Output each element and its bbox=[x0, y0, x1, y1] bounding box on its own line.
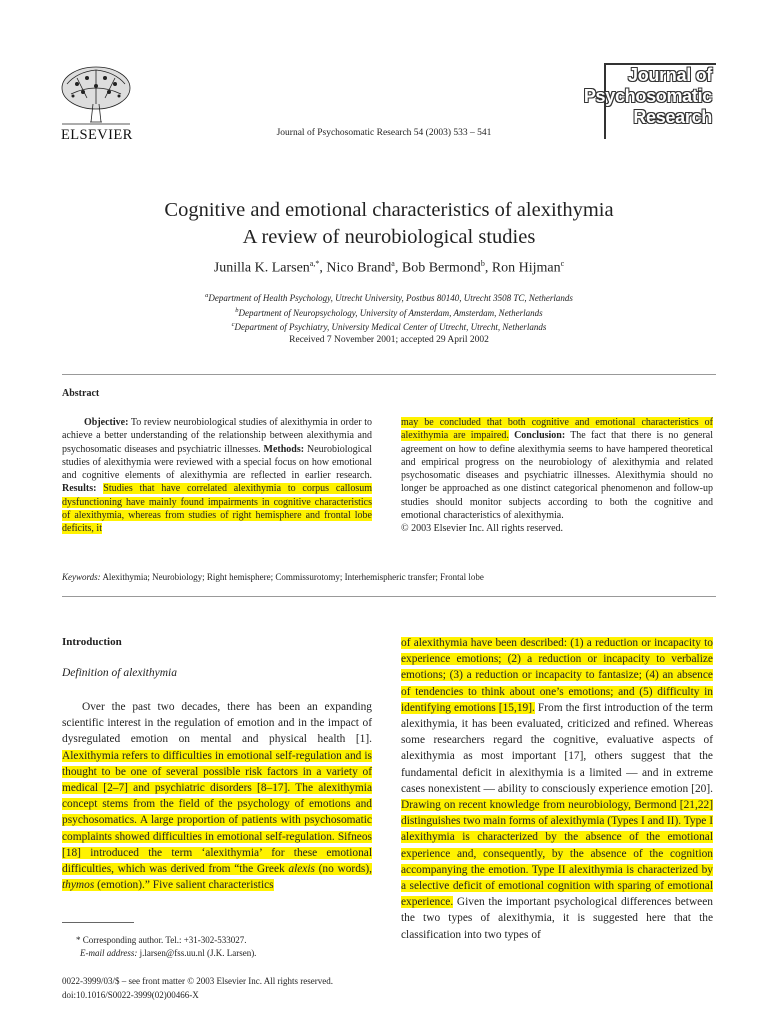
journal-logo-line: Psychosomatic bbox=[583, 86, 712, 106]
keywords-list: Alexithymia; Neurobiology; Right hemisphere; Commissurotomy; Interhemispheric transfer; Frontal lobe bbox=[102, 572, 484, 582]
publisher-name: ELSEVIER bbox=[61, 127, 133, 143]
author-name: Ron Hijman bbox=[491, 260, 561, 276]
highlighted-text: Alexithymia refers to difficulties in emotional self-regulation and is thought to be one of several possible risk factors in a variety of medical [2–7] and psychiatric disorders [8–17]. The alexithymia concept stems from the field of the psychology of emotions and psychosomatics. A large proportion of patients with psychosomatic complaints showed difficulties in emotional self-regulation. Sifneos [18] introduced the term ‘alexithymia’ for these emotional difficulties, which was derived from “the Greek bbox=[62, 749, 372, 876]
journal-citation: Journal of Psychosomatic Research 54 (2003) 533 – 541 bbox=[276, 128, 492, 138]
body-text: Over the past two decades, there has been an expanding scientific interest in the regulation of emotion and in the impact of dysregulated emotion on mental and physical health [1]. bbox=[62, 701, 372, 746]
affiliation-text: Department of Neuropsychology, University of Amsterdam, Amsterdam, Netherlands bbox=[238, 307, 543, 318]
body-text: Given the important psychological differences between the two types of alexithymia, it is suggested here that the classification into two types of bbox=[401, 896, 713, 941]
section-heading: Introduction bbox=[62, 636, 122, 648]
highlighted-text: alexis bbox=[288, 863, 315, 876]
author-affiliation-mark: a,* bbox=[309, 259, 320, 268]
received-dates: Received 7 November 2001; accepted 29 April 2002 bbox=[289, 335, 489, 345]
affiliation-list bbox=[0, 290, 768, 334]
methods-text: Neurobiological studies of alexithymia were reviewed with a special focus on how emotional and cognitive elements of alexithymia are reflected in earlier research. bbox=[62, 443, 372, 482]
author-name: Nico Brand bbox=[326, 260, 392, 276]
email-line bbox=[62, 947, 256, 960]
abstract-copyright: © 2003 Elsevier Inc. All rights reserved. bbox=[401, 523, 564, 535]
highlighted-text: Drawing on recent knowledge from neurobiology, Bermond [21,22] distinguishes two main forms of alexithymia (Types I and II). Type I alexithymia is characterized by the absence of the emotional experience and, consequently, by the absence of the cognition accompanying the emotion. Type II alexithymia is characterized by a selective deficit of emotional cognition with sparing of emotional experience. bbox=[401, 799, 714, 909]
author-affiliation-mark: c bbox=[560, 259, 565, 268]
footnote bbox=[62, 934, 256, 960]
affiliation bbox=[0, 290, 768, 305]
body-text: From the first introduction of the term alexithymia, it has been evaluated, criticized and refined. Whereas some researchers regard the cognitive, evaluative aspects of alexithymia as most important [17], others suggest that the fundamental deficit in alexithymia is a limited — and in extreme cases nonexistent — ability to consciously experience emotion [20]. bbox=[401, 701, 713, 795]
issn-line: 0022-3999/03/$ – see front matter © 2003 Elsevier Inc. All rights reserved. bbox=[62, 976, 334, 986]
email-label: E-mail address: bbox=[80, 948, 138, 958]
affiliation bbox=[0, 319, 768, 334]
highlighted-results-text: may be concluded that both cognitive and emotional characteristics of alexithymia are impaired. bbox=[401, 417, 713, 442]
title-line: A review of neurobiological studies bbox=[242, 226, 536, 248]
doi-line: doi:10.1016/S0022-3999(02)00466-X bbox=[62, 990, 199, 1000]
journal-logo-line: Journal of bbox=[627, 65, 712, 85]
footnote-rule bbox=[62, 922, 134, 923]
abstract-column-left bbox=[62, 416, 372, 536]
objective-text: To review neurobiological studies of alexithymia in order to achieve a better understanding of the relationship between alexithymia and psychosomatic diseases and psychiatric illnesses. bbox=[62, 417, 372, 455]
conclusion-label: Conclusion: bbox=[514, 430, 566, 442]
author-affiliation-mark: a bbox=[391, 259, 395, 268]
elsevier-tree-logo bbox=[57, 64, 135, 130]
title-line: Cognitive and emotional characteristics of alexithymia bbox=[164, 199, 614, 221]
highlighted-text: (no words), bbox=[314, 863, 372, 876]
body-column-right bbox=[401, 635, 713, 943]
corresponding-author: * Corresponding author. Tel.: +31-302-533027. bbox=[76, 935, 247, 945]
objective-label: Objective: bbox=[84, 417, 129, 428]
section-divider bbox=[62, 374, 716, 375]
methods-label: Methods: bbox=[263, 443, 305, 455]
highlighted-text: of alexithymia have been described: (1) a reduction or incapacity to experience emotions; (2) a reduction or incapacity to verbalize emotions; (3) a reduction or incapacity to fantasize; (4) an absence of tendencies to think about one’s emotions; and (5) difficulty in identifying emotions [15,19]. bbox=[401, 637, 713, 714]
journal-logo-line: Research bbox=[633, 107, 712, 127]
keywords-label: Keywords: bbox=[62, 572, 101, 582]
section-divider bbox=[62, 596, 716, 597]
affiliation-mark: a bbox=[205, 292, 209, 299]
author-affiliation-mark: b bbox=[480, 259, 485, 268]
author-name: Bob Bermond bbox=[401, 260, 481, 276]
affiliation-text: Department of Health Psychology, Utrecht University, Postbus 80140, Utrecht 3508 TC, Netherlands bbox=[208, 293, 573, 303]
abstract-heading: Abstract bbox=[62, 388, 100, 399]
author-name: Junilla K. Larsen bbox=[213, 260, 310, 276]
author-list: Junilla K. Larsen$^{a,*}$, Nico Brand$^a$, Bob Bermond$^b$, Ron Hijman$^c$ bbox=[213, 259, 565, 276]
affiliation-mark: b bbox=[235, 306, 239, 314]
body-column-left bbox=[62, 699, 372, 893]
email-address: j.larsen@fss.uu.nl (J.K. Larsen). bbox=[137, 948, 257, 958]
highlighted-text: (emotion).” Five salient characteristics bbox=[94, 879, 274, 892]
article-title bbox=[0, 197, 768, 251]
affiliation-mark: c bbox=[231, 321, 235, 328]
highlighted-results-text: Studies that have correlated alexithymia to corpus callosum dysfunctioning have mainly found impairments in cognitive characteristics of alexithymia, whereas from studies of right hemisphere and frontal lobe deficits, it bbox=[62, 483, 372, 535]
subsection-heading: Definition of alexithymia bbox=[62, 667, 177, 679]
affiliation bbox=[0, 305, 768, 320]
affiliation-text: Department of Psychiatry, University Medical Center of Utrecht, Utrecht, Netherlands bbox=[234, 322, 547, 332]
conclusion-text: The fact that there is no general agreement on how to define alexithymia seems to have hampered theoretical and empirical progress on the neurobiology of alexithymia and related psychosomatic diseases and psychiatric illnesses. Alexithymia should no longer be approached as one distinct categorical phenomenon and follow-up studies should monitor subjects according to both the cognitive and emotional characteristics of alexithymia. bbox=[401, 430, 713, 522]
abstract-column-right bbox=[401, 416, 713, 536]
keywords-line bbox=[62, 572, 484, 582]
front-matter-info bbox=[62, 974, 333, 1002]
results-label: Results: bbox=[62, 483, 97, 495]
highlighted-text: thymos bbox=[62, 879, 95, 892]
